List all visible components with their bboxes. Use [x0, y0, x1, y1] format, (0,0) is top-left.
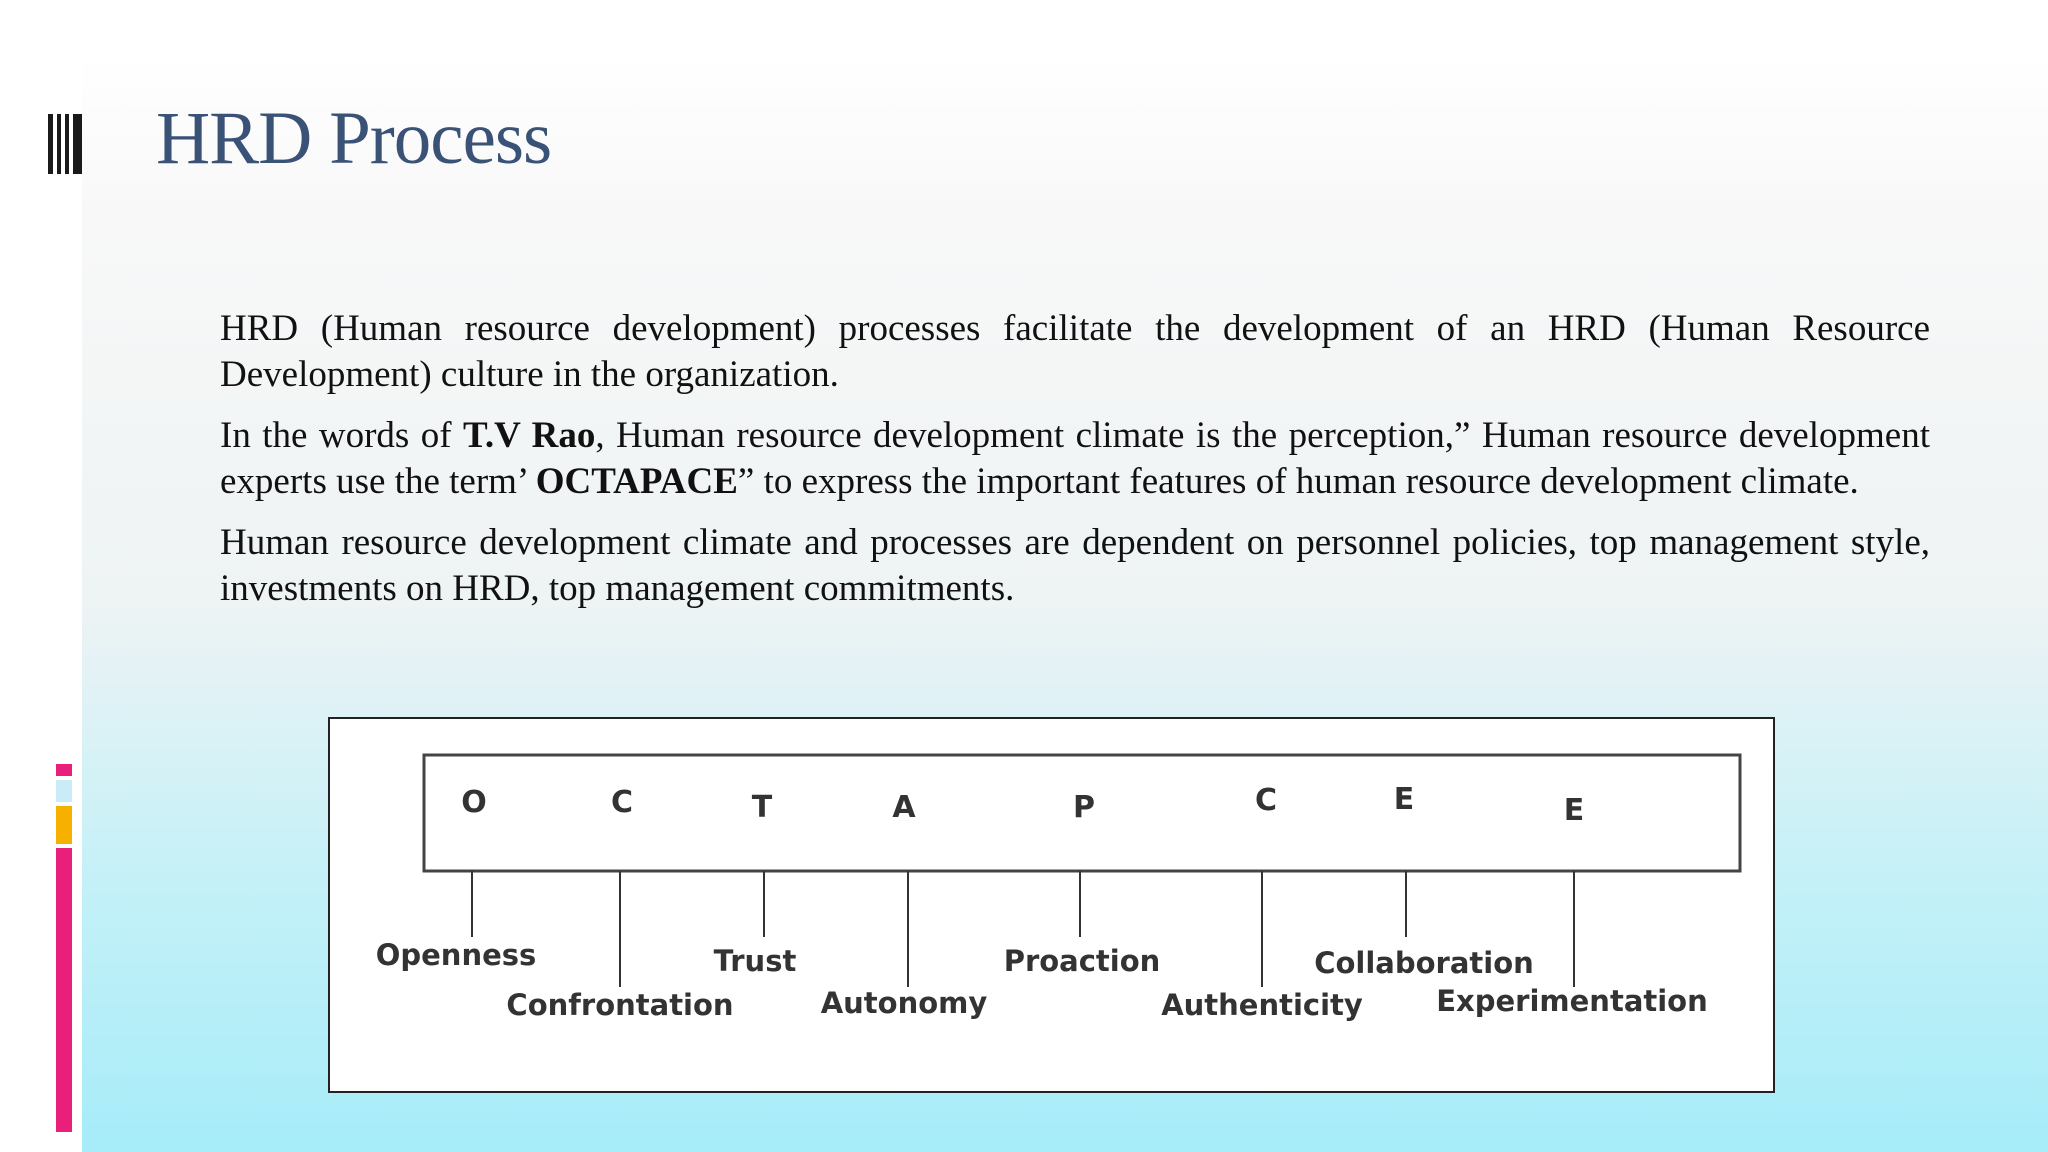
- octapace-letter: C: [610, 785, 634, 820]
- paragraph-hrd-intro: [220, 306, 1930, 398]
- octapace-term: Confrontation: [506, 988, 734, 1022]
- paragraph-climate: [220, 520, 1930, 612]
- text-run: ” to express the important features of human resource development climate.: [737, 461, 1859, 502]
- text-run: HRD (Human resource development) processes facilitate the development of an HRD (Human Resource Development) culture in the organization.: [220, 308, 1930, 395]
- octapace-term: Authenticity: [1161, 988, 1363, 1022]
- octapace-letter: A: [892, 790, 916, 825]
- title-bars-icon: [48, 114, 82, 174]
- accent-bar-magenta-long: [56, 848, 72, 1132]
- accent-bar-light-blue: [56, 780, 72, 802]
- emphasis-text: T.V Rao: [462, 415, 596, 456]
- octapace-letter: T: [751, 790, 773, 825]
- paragraph-tv-rao: [220, 413, 1930, 505]
- octapace-letter: P: [1073, 790, 1095, 825]
- octapace-letter: C: [1254, 783, 1278, 818]
- octapace-term: Proaction: [1003, 944, 1161, 978]
- accent-bar-orange: [56, 806, 72, 844]
- octapace-term: Openness: [375, 938, 537, 972]
- octapace-letter: E: [1563, 793, 1585, 828]
- text-run: Human resource development climate and processes are dependent on personnel policies, top management style, investments on HRD, top management commitments.: [220, 522, 1930, 609]
- octapace-term: Trust: [713, 944, 797, 978]
- octapace-letter: O: [461, 785, 487, 820]
- octapace-term: Autonomy: [820, 986, 988, 1020]
- emphasis-text: OCTAPACE: [535, 461, 738, 502]
- octapace-term: Collaboration: [1314, 946, 1534, 980]
- accent-bar-magenta-top: [56, 764, 72, 776]
- text-run: , Human resource development climate is the perception,” Human resource development experts use the term’: [220, 415, 1930, 502]
- octapace-diagram-svg: [330, 719, 1777, 1095]
- body-text: [220, 306, 1930, 627]
- slide-title: HRD Process: [156, 97, 552, 180]
- octapace-letter: E: [1393, 782, 1415, 817]
- text-run: In the words of: [220, 415, 463, 456]
- octapace-diagram: [328, 717, 1775, 1093]
- octapace-term: Experimentation: [1436, 984, 1708, 1018]
